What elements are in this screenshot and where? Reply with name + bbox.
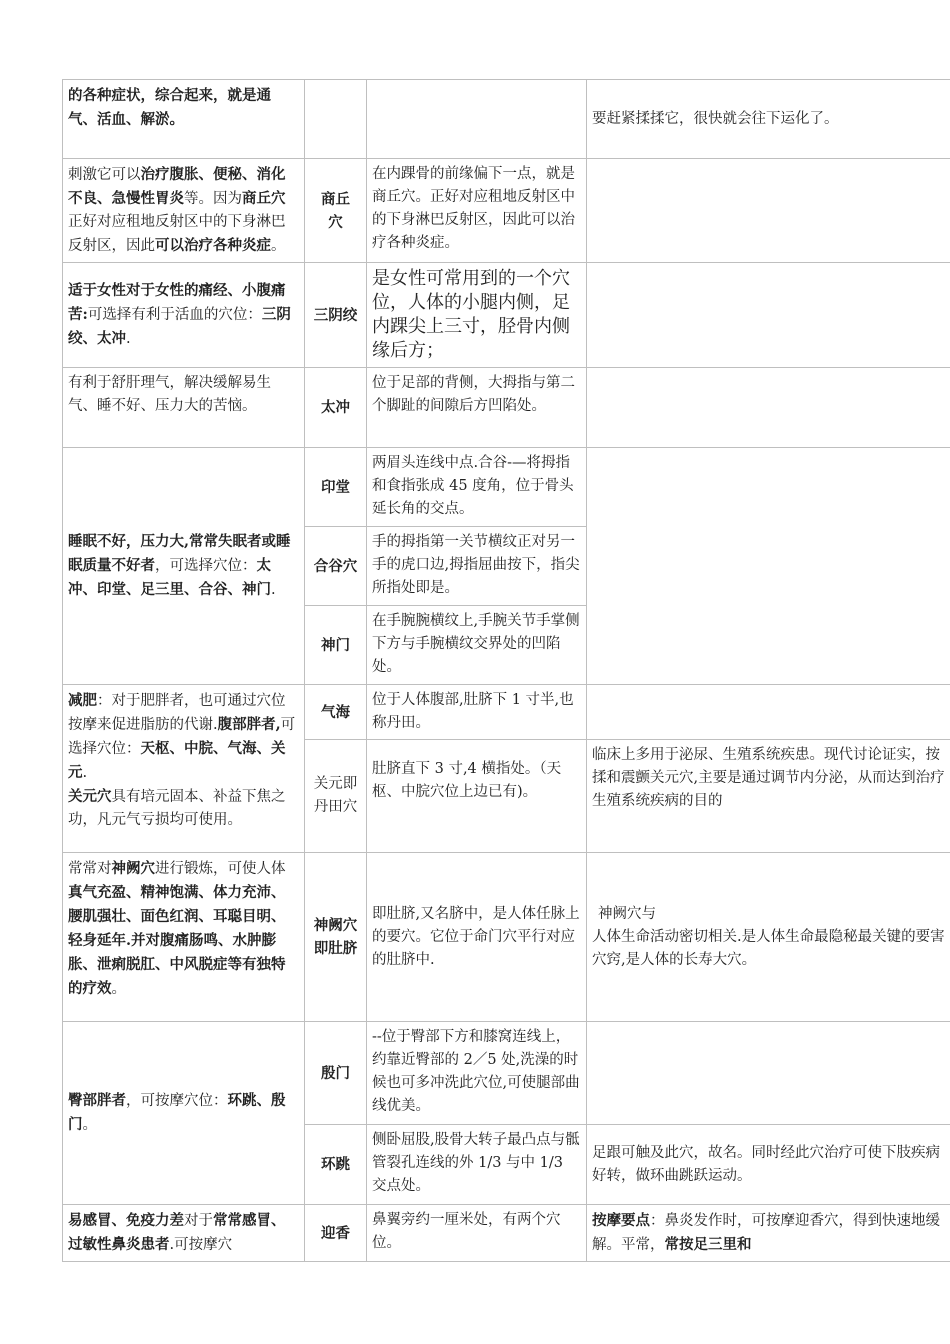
note-cell bbox=[587, 448, 950, 685]
location-text: 是女性可常用到的一个穴位，人体的小腿内侧，足内踝尖上三寸，胫骨内侧缘后方； bbox=[372, 268, 570, 361]
note-cell: 按摩要点：鼻炎发作时，可按摩迎香穴，得到快速地缓解。平常，常按足三里和 bbox=[587, 1205, 950, 1262]
location-text: 侧卧屈股,股骨大转子最凸点与骶管裂孔连线的外 1/3 与中 1/3 交点处。 bbox=[372, 1132, 580, 1194]
table-row bbox=[63, 685, 950, 740]
note-cell bbox=[587, 80, 950, 159]
effect-cell: 易感冒、免疫力差对于常常感冒、过敏性鼻炎患者.可按摩穴 bbox=[63, 1205, 305, 1262]
location-text: 位于人体腹部,肚脐下 1 寸半,也称丹田。 bbox=[372, 692, 574, 731]
point-name-cell bbox=[305, 368, 367, 448]
table-row bbox=[63, 159, 950, 263]
point-name: 关元即丹田穴 bbox=[313, 776, 358, 815]
location-cell bbox=[367, 448, 587, 527]
note-cell bbox=[587, 368, 950, 448]
point-name-cell bbox=[305, 685, 367, 740]
acupoint-table bbox=[62, 79, 950, 1262]
point-name-cell bbox=[305, 606, 367, 685]
note-text: 临床上多用于泌尿、生殖系统疾患。现代讨论证实，按揉和震颤关元穴,主要是通过调节内分泌，从而达到治疗生殖系统疾病的目的 bbox=[592, 747, 945, 809]
table-row bbox=[63, 263, 950, 368]
location-cell bbox=[367, 1125, 587, 1205]
note-cell bbox=[587, 263, 950, 368]
point-name-cell bbox=[305, 1125, 367, 1205]
effect-text: 有利于舒肝理气，解决缓解易生气、睡不好、压力大的苦恼。 bbox=[68, 375, 271, 414]
note-cell: 神阙穴与 人体生命活动密切相关.是人体生命最隐秘最关键的要害穴窍,是人体的长寿大穴。 bbox=[587, 853, 950, 1022]
note-cell bbox=[587, 1125, 950, 1205]
location-text: 两眉头连线中点.合谷-—将拇指和食指张成 45 度角，位于骨头延长角的交点。 bbox=[372, 455, 574, 517]
point-name: 迎香 bbox=[321, 1224, 350, 1242]
point-name: 合谷穴 bbox=[313, 557, 358, 575]
location-text: 肚脐直下 3 寸,4 横指处。（天枢、中脘穴位上边已有)。 bbox=[372, 761, 562, 800]
location-text: 鼻翼旁约一厘米处，有两个穴位。 bbox=[372, 1212, 561, 1251]
point-name-cell bbox=[305, 1022, 367, 1125]
note-text: 要赶紧揉揉它，很快就会往下运化了。 bbox=[592, 110, 839, 127]
point-name-cell bbox=[305, 853, 367, 1022]
location-text: 在手腕腕横纹上,手腕关节手掌侧下方与手腕横纹交界处的凹陷处。 bbox=[372, 613, 580, 675]
point-name-cell bbox=[305, 1205, 367, 1262]
point-name-cell bbox=[305, 80, 367, 159]
table-row bbox=[63, 368, 950, 448]
table-row bbox=[63, 448, 950, 527]
location-text: 即肚脐,又名脐中，是人体任脉上的要穴。它位于命门穴平行对应的肚脐中. bbox=[372, 905, 580, 968]
location-cell bbox=[367, 606, 587, 685]
location-cell bbox=[367, 853, 587, 1022]
table-row bbox=[63, 80, 950, 159]
point-name: 三阴绞 bbox=[313, 306, 358, 324]
location-cell bbox=[367, 80, 587, 159]
point-name-cell bbox=[305, 740, 367, 853]
point-name: 殷门 bbox=[321, 1064, 350, 1082]
effect-cell bbox=[63, 368, 305, 448]
effect-cell: 睡眠不好，压力大,常常失眠者或睡眠质量不好者，可选择穴位：太冲、印堂、足三里、合谷、神门. bbox=[63, 448, 305, 685]
note-text: 足跟可触及此穴，故名。同时经此穴治疗可使下肢疾病好转，做环曲跳跃运动。 bbox=[592, 1144, 940, 1184]
point-name-cell bbox=[305, 527, 367, 606]
location-text: 在内踝骨的前缘偏下一点，就是商丘穴。正好对应租地反射区中的下身淋巴反射区，因此可以治疗各种炎症。 bbox=[372, 166, 575, 251]
point-name: 太冲 bbox=[321, 399, 350, 416]
note-cell bbox=[587, 740, 950, 853]
effect-cell bbox=[63, 80, 305, 159]
table-row bbox=[63, 1022, 950, 1125]
location-cell bbox=[367, 685, 587, 740]
note-cell bbox=[587, 685, 950, 740]
point-name: 印堂 bbox=[321, 478, 350, 496]
point-name-cell bbox=[305, 159, 367, 263]
location-cell bbox=[367, 740, 587, 853]
effect-cell: 臀部胖者，可按摩穴位：环跳、殷门。 bbox=[63, 1022, 305, 1205]
effect-cell: 常常对神阙穴进行锻炼，可使人体真气充盈、精神饱满、体力充沛、腰肌强壮、面色红润、耳聪目明、轻身延年.并对腹痛肠鸣、水肿膨胀、泄痢脱肛、中风脱症等有独特的疗效。 bbox=[63, 853, 305, 1022]
location-cell bbox=[367, 159, 587, 263]
effect-cell: 刺激它可以治疗腹胀、便秘、消化不良、急慢性胃炎等。因为商丘穴正好对应租地反射区中的下身淋巴反射区，因此可以治疗各种炎症。 bbox=[63, 159, 305, 263]
location-cell bbox=[367, 1205, 587, 1262]
point-name: 商丘穴 bbox=[321, 190, 350, 231]
effect-cell: 减肥：对于肥胖者，也可通过穴位按摩来促进脂肪的代谢.腹部胖者,可选择穴位：天枢、中脘、气海、关元. 关元穴具有培元固本、补益下焦之功，凡元气亏损均可使用。 bbox=[63, 685, 305, 853]
location-cell bbox=[367, 1022, 587, 1125]
point-name: 环跳 bbox=[321, 1156, 350, 1173]
location-text: 位于足部的背侧，大拇指与第二个脚趾的间隙后方凹陷处。 bbox=[372, 375, 575, 414]
table-row bbox=[63, 1205, 950, 1262]
point-name-cell bbox=[305, 263, 367, 368]
location-cell bbox=[367, 263, 587, 368]
effect-text: 的各种症状，综合起来，就是通气、活血、解淤。 bbox=[68, 87, 271, 128]
note-cell bbox=[587, 1022, 950, 1125]
location-cell bbox=[367, 527, 587, 606]
effect-cell: 适于女性对于女性的痛经、小腹痛苦:可选择有利于活血的穴位：三阴绞、太冲. bbox=[63, 263, 305, 368]
location-text: 手的拇指第一关节横纹正对另一手的虎口边,拇指屈曲按下，指尖所指处即是。 bbox=[372, 534, 580, 596]
point-name: 神阙穴即肚脐 bbox=[313, 917, 358, 957]
location-cell bbox=[367, 368, 587, 448]
point-name-cell bbox=[305, 448, 367, 527]
point-name: 气海 bbox=[321, 703, 350, 721]
location-text: --位于臀部下方和膝窝连线上，约靠近臀部的 2／5 处,洗澡的时候也可多冲洗此穴位,可使腿部曲线优美。 bbox=[372, 1029, 580, 1114]
table-row bbox=[63, 853, 950, 1022]
note-cell bbox=[587, 159, 950, 263]
point-name: 神门 bbox=[321, 636, 350, 654]
